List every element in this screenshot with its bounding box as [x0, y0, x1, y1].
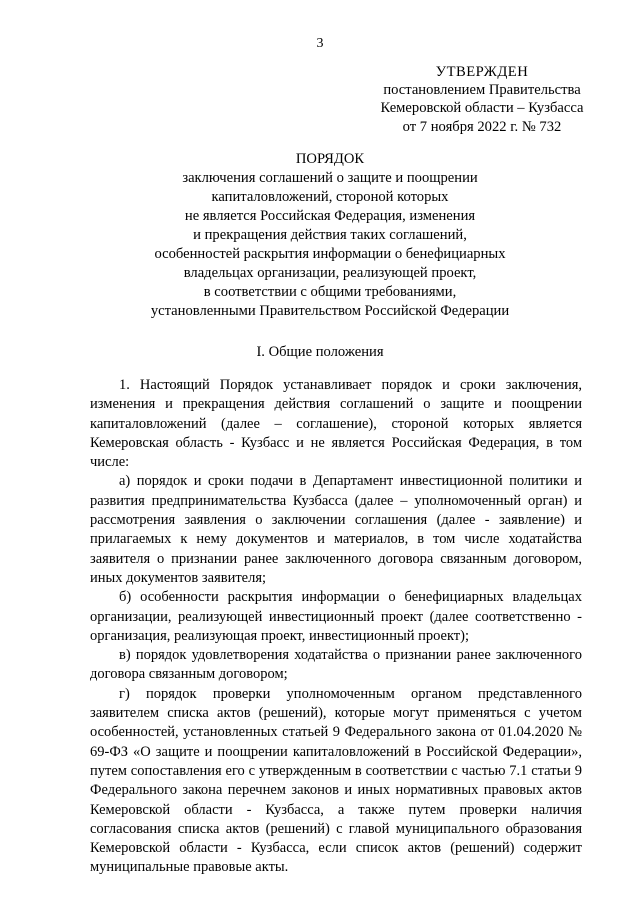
heading-line: и прекращения действия таких соглашений,	[193, 227, 467, 243]
paragraph-1: 1. Настоящий Порядок устанавливает порядок и сроки заключения, изменения и прекращения действия соглашений о защите и поощрении капиталовложений (далее – соглашение), стороной которых является Кемеровская область - Кузбасс и не является Российская Федерация, в том числе:	[90, 377, 582, 471]
paragraph-v: в) порядок удовлетворения ходатайства о признании ранее заключенного договора связанным договором;	[90, 647, 582, 683]
approval-line: от 7 ноября 2022 г. № 732	[402, 118, 562, 135]
paragraph-a: а) порядок и сроки подачи в Департамент инвестиционной политики и развития предпринимательства Кузбасса (далее – уполномоченный орган) и рассмотрения заявления о заключении соглашения (далее - заявление) и прилагаемых к нему документов и материалов, в том числе ходатайства заявителя о признании ранее заключенного договора связанным договором, иных документов заявителя;	[90, 473, 582, 586]
heading-line: в соответствии с общими требованиями,	[203, 284, 457, 300]
heading-line: капиталовложений, стороной которых	[211, 189, 449, 205]
document-body	[90, 376, 582, 878]
approval-title: УТВЕРЖДЕН	[435, 64, 529, 80]
approval-line: Кемеровской области – Кузбасса	[380, 100, 584, 117]
approval-stamp	[362, 63, 602, 136]
heading-line: особенностей раскрытия информации о бенефициарных	[154, 246, 506, 262]
approval-line: постановлением Правительства	[383, 82, 581, 99]
heading-title: ПОРЯДОК	[295, 151, 365, 167]
document-heading	[60, 150, 600, 321]
page-number: 3	[316, 36, 324, 51]
heading-line: не является Российская Федерация, изменения	[184, 208, 476, 224]
section-title: I. Общие положения	[256, 344, 384, 360]
paragraph-b: б) особенности раскрытия информации о бенефициарных владельцах организации, реализующей инвестиционный проект (далее соответственно - организация, реализующая проект, инвестиционный проект);	[90, 589, 582, 644]
heading-line: владельцах организации, реализующей проект,	[183, 265, 477, 281]
heading-line: установленными Правительством Российской Федерации	[150, 303, 510, 319]
paragraph-g: г) порядок проверки уполномоченным органом представленного заявителем списка актов (решений), которые могут применяться с учетом особенностей, установленных статьей 9 Федерального закона от 01.04.2020 № 69-ФЗ «О защите и поощрении капиталовложений в Российской Федерации», путем сопоставления его с утвержденным в соответствии с частью 7.1 статьи 9 Федерального закона перечнем законов и иных нормативных правовых актов Кемеровской области - Кузбасса, а также путем проверки наличия согласования списка актов (решений) с главой муниципального образования Кемеровской области - Кузбасса, если список актов (решений) содержит муниципальные правовые акты.	[90, 685, 582, 876]
heading-line: заключения соглашений о защите и поощрении	[182, 170, 478, 186]
